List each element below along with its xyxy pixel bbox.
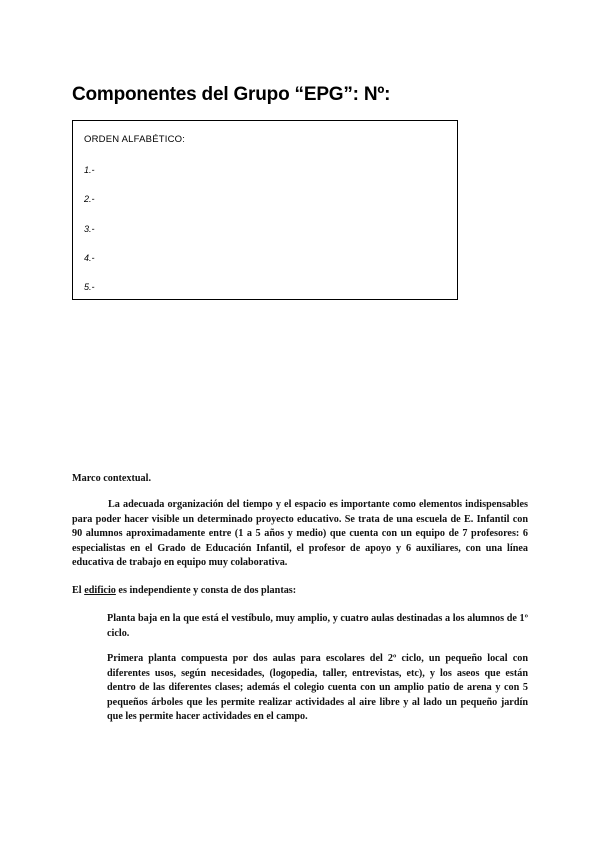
alphabetical-order-heading: ORDEN ALFABÉTICO:: [84, 134, 186, 145]
member-line-4: 4.-: [84, 253, 95, 263]
ground-floor-paragraph: Planta baja en la que está el vestíbulo, muy amplio, y cuatro aulas destinadas a los alumnos de 1º ciclo.: [107, 613, 528, 639]
building-prefix: El: [72, 585, 82, 596]
intro-paragraph: La adecuada organización del tiempo y el espacio es importante como elementos indispensables para poder hacer visible un determinado proyecto educativo. Se trata de una escuela de E. Infantil con 90 alumnos aproximadamente entre (1 a 5 años y medio) que cuenta con un equipo de 7 profesores: 6 especialistas en el Grado de Educación Infantil, el profesor de apoyo y 6 auxiliares, con una línea educativa de trabajo en equipo muy colaborativa.: [72, 499, 528, 568]
first-floor-paragraph: Primera planta compuesta por dos aulas para escolares del 2º ciclo, un pequeño local con diferentes usos, según necesidades, (logopedia, taller, entrevistas, etc), y los aseos que están dentro de las diferentes clases; además el colegio cuenta con un amplio patio de arena y con 5 pequeños árboles que les permite realizar actividades al aire libre y al lado un pequeño jardín que les permite hacer actividades en el campo.: [107, 653, 528, 722]
building-suffix: es independiente y consta de dos plantas:: [118, 585, 297, 596]
member-line-5: 5.-: [84, 282, 95, 292]
member-line-3: 3.-: [84, 224, 95, 234]
members-box: [72, 120, 458, 300]
member-line-1: 1.-: [84, 165, 95, 175]
building-word: edificio: [84, 585, 116, 596]
page-title: Componentes del Grupo “EPG”: Nº:: [72, 84, 391, 105]
section-title: Marco contextual.: [72, 473, 152, 484]
building-line: [72, 584, 528, 599]
member-line-2: 2.-: [84, 194, 95, 204]
